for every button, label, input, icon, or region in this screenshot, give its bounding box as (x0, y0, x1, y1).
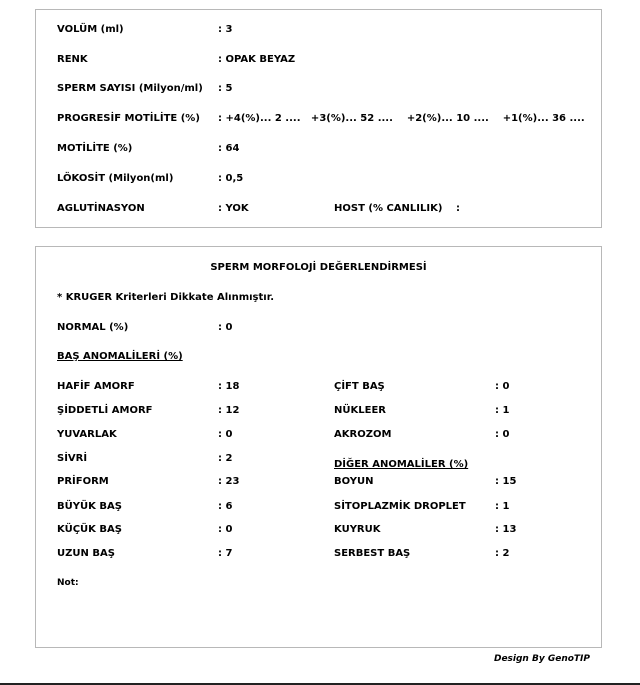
list-item-value: : 0 (218, 429, 233, 440)
footer-credit: Design By GenoTIP (493, 654, 590, 664)
leukocyte-label: LÖKOSİT (Milyon(ml) (57, 173, 174, 184)
other-anomalies-heading: DİĞER ANOMALİLER (%) (334, 459, 469, 470)
list-item-value: : 18 (218, 381, 240, 392)
list-item-value: : 6 (218, 501, 233, 512)
leukocyte-value: : 0,5 (218, 173, 244, 184)
color-label: RENK (57, 54, 88, 65)
list-item-value: : 0 (218, 524, 233, 535)
semen-analysis-panel (35, 9, 602, 228)
list-item-value: : 0 (495, 429, 510, 440)
list-item-value: : 0 (495, 381, 510, 392)
volume-value: : 3 (218, 24, 233, 35)
list-item: HAFİF AMORF (57, 381, 135, 392)
agglutination-value: : YOK (218, 203, 249, 214)
sperm-count-label: SPERM SAYISI (Milyon/ml) (57, 83, 203, 94)
motility-label: MOTİLİTE (%) (57, 143, 133, 154)
host-value: : (456, 203, 460, 214)
list-item: NÜKLEER (334, 405, 386, 416)
list-item: UZUN BAŞ (57, 548, 115, 559)
kruger-note: * KRUGER Kriterleri Dikkate Alınmıştır. (57, 292, 275, 303)
list-item: BÜYÜK BAŞ (57, 501, 122, 512)
morphology-title: SPERM MORFOLOJİ DEĞERLENDİRMESİ (210, 262, 427, 273)
list-item-value: : 13 (495, 524, 517, 535)
progressive-motility-value: : +4(%)... 2 .... +3(%)... 52 .... +2(%)... 10 .... +1(%)... 36 .... (218, 113, 585, 124)
motility-value: : 64 (218, 143, 240, 154)
list-item-value: : 15 (495, 476, 517, 487)
list-item: SERBEST BAŞ (334, 548, 411, 559)
list-item-value: : 23 (218, 476, 240, 487)
list-item: KUYRUK (334, 524, 381, 535)
list-item-value: : 1 (495, 501, 510, 512)
list-item: ŞİDDETLİ AMORF (57, 405, 153, 416)
progressive-motility-label: PROGRESİF MOTİLİTE (%) (57, 113, 200, 124)
list-item-value: : 2 (218, 453, 233, 464)
list-item-value: : 7 (218, 548, 233, 559)
list-item: SİVRİ (57, 453, 88, 464)
list-item: PRİFORM (57, 476, 109, 487)
morphology-panel (35, 246, 602, 648)
list-item: AKROZOM (334, 429, 392, 440)
list-item: ÇİFT BAŞ (334, 381, 385, 392)
head-anomalies-heading: BAŞ ANOMALİLERİ (%) (57, 351, 183, 362)
list-item: YUVARLAK (57, 429, 117, 440)
list-item-value: : 1 (495, 405, 510, 416)
list-item: BOYUN (334, 476, 374, 487)
note-label: Not: (57, 578, 79, 588)
host-label: HOST (% CANLILIK) (334, 203, 443, 214)
list-item: KÜÇÜK BAŞ (57, 524, 122, 535)
list-item-value: : 2 (495, 548, 510, 559)
agglutination-label: AGLUTİNASYON (57, 203, 145, 214)
color-value: : OPAK BEYAZ (218, 54, 296, 65)
list-item: SİTOPLAZMİK DROPLET (334, 501, 466, 512)
list-item-value: : 12 (218, 405, 240, 416)
normal-value: : 0 (218, 322, 233, 333)
sperm-count-value: : 5 (218, 83, 233, 94)
normal-label: NORMAL (%) (57, 322, 129, 333)
volume-label: VOLÜM (ml) (57, 24, 124, 35)
